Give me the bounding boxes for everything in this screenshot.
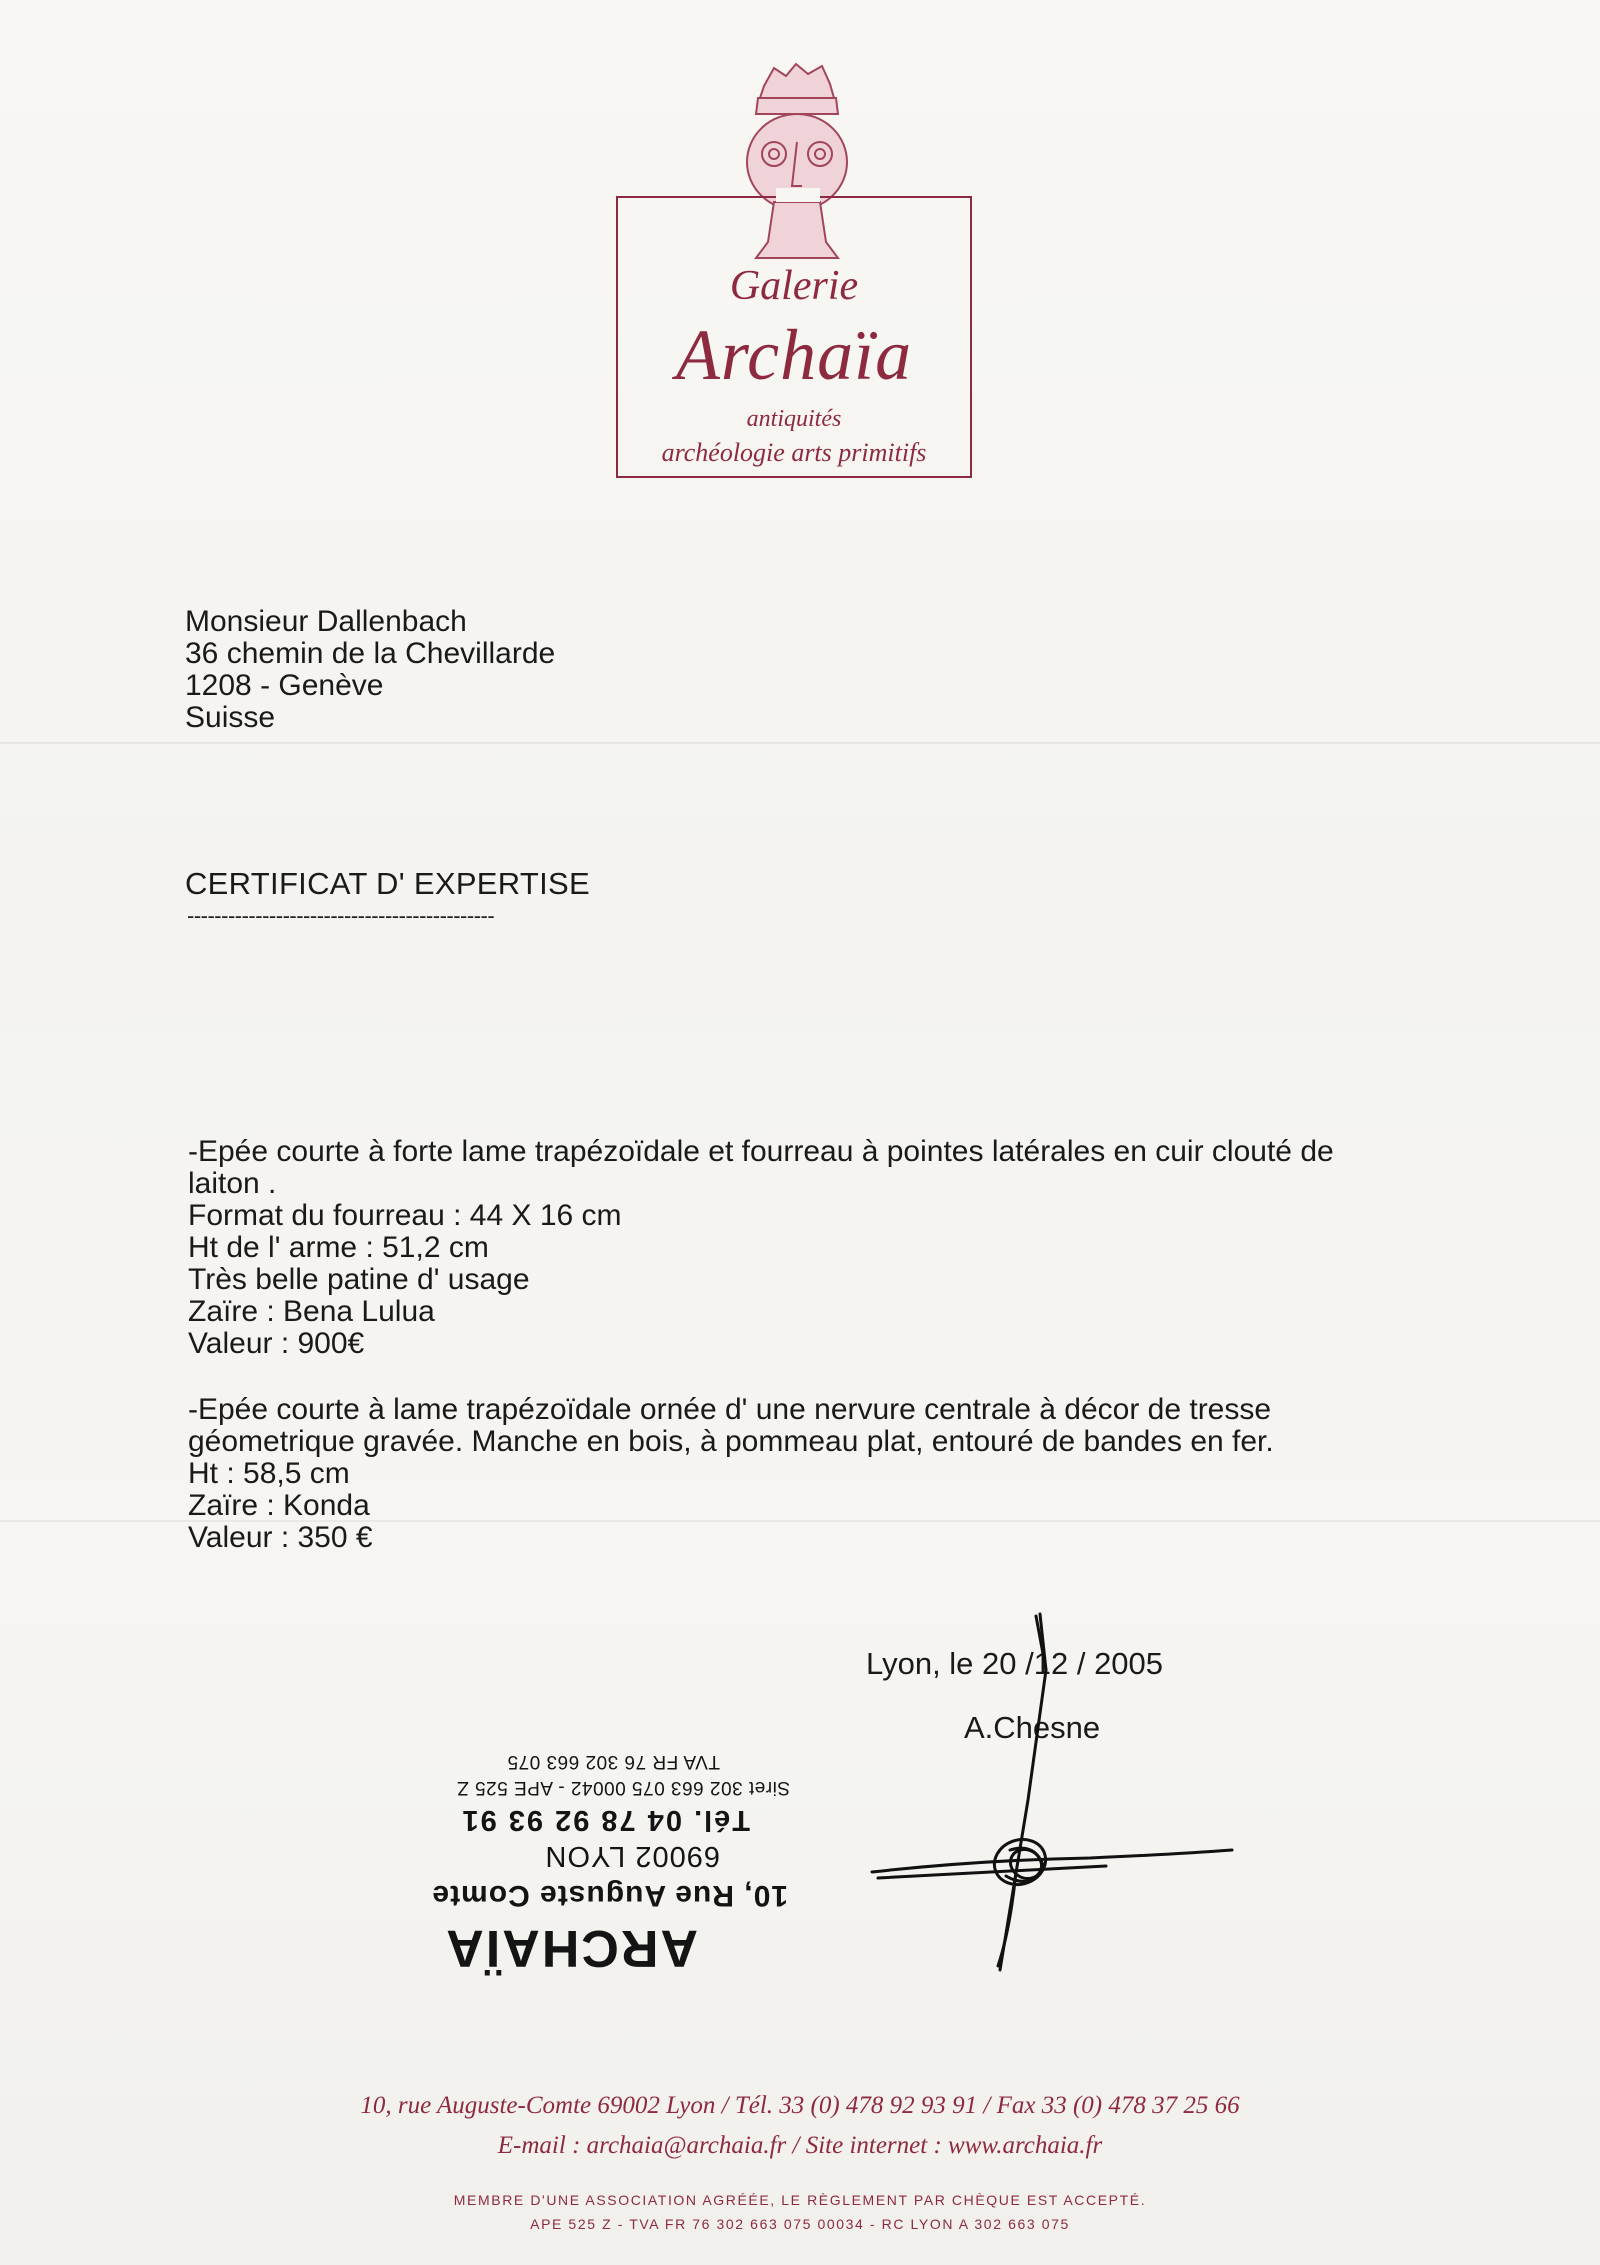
stamp-siret: Siret 302 663 075 00042 - APE 525 Z [456, 1777, 790, 1798]
recipient-address [185, 606, 555, 734]
item-line: Valeur : 900€ [188, 1327, 365, 1360]
fold-line [0, 742, 1600, 744]
item-line: -Epée courte à forte lame trapézoïdale et fourreau à pointes latérales en cuir clouté de [188, 1135, 1334, 1168]
item-line: Très belle patine d' usage [188, 1263, 530, 1296]
logo-frame-gap [776, 188, 820, 202]
item-description [188, 1136, 1334, 1360]
item-line: géometrique gravée. Manche en bois, à pommeau plat, entouré de bandes en fer. [188, 1425, 1274, 1458]
document-title: CERTIFICAT D' EXPERTISE [185, 866, 590, 901]
item-line: Zaïre : Bena Lulua [188, 1295, 435, 1328]
place-date: Lyon, le 20 /12 / 2005 [866, 1646, 1164, 1681]
footer-registration: APE 525 Z - TVA FR 76 302 663 075 00034 - RC LYON A 302 663 075 [530, 2216, 1070, 2232]
item-line: -Epée courte à lame trapézoïdale ornée d' une nervure centrale à décor de tresse [188, 1393, 1272, 1426]
logo-name: Archaïa [675, 315, 913, 395]
handwritten-signature [860, 1610, 1260, 1990]
logo-tagline: archéologie arts primitifs [661, 438, 927, 467]
address-line: 1208 - Genève [185, 669, 384, 702]
stamp-phone: Tél. 04 78 92 93 91 [460, 1804, 750, 1836]
address-line: 36 chemin de la Chevillarde [185, 637, 556, 670]
stamp-street: 10, Rue Auguste Comte [431, 1879, 788, 1912]
company-stamp [340, 1742, 790, 1982]
address-line: Suisse [185, 701, 276, 734]
logo-tagline: antiquités [746, 406, 842, 432]
title-underline: --------------------------------------------- [187, 903, 495, 928]
footer-contact: E-mail : archaia@archaia.fr / Site internet : www.archaia.fr [497, 2132, 1103, 2159]
item-line: Ht : 58,5 cm [188, 1457, 350, 1490]
letterhead-logo [616, 62, 978, 482]
address-line: Monsieur Dallenbach [185, 605, 467, 638]
stamp-name: ARCHAÏA [444, 1919, 698, 1977]
item-line: laiton . [188, 1167, 277, 1200]
footer-legal: MEMBRE D'UNE ASSOCIATION AGRÉÉE, LE RÈGLEMENT PAR CHÈQUE EST ACCEPTÉ. [453, 2192, 1147, 2208]
stamp-tva: TVA FR 76 302 663 075 [507, 1751, 720, 1772]
footer-address: 10, rue Auguste-Comte 69002 Lyon / Tél. 33 (0) 478 92 93 91 / Fax 33 (0) 478 37 25 66 [360, 2092, 1240, 2119]
logo-galerie: Galerie [729, 263, 859, 309]
item-line: Format du fourreau : 44 X 16 cm [188, 1199, 622, 1232]
item-description [188, 1394, 1274, 1554]
item-line: Valeur : 350 € [188, 1521, 373, 1554]
item-line: Zaïre : Konda [188, 1489, 370, 1522]
item-line: Ht de l' arme : 51,2 cm [188, 1231, 489, 1264]
stamp-city: 69002 LYON [544, 1840, 720, 1872]
signer-name: A.Chesne [964, 1710, 1101, 1745]
